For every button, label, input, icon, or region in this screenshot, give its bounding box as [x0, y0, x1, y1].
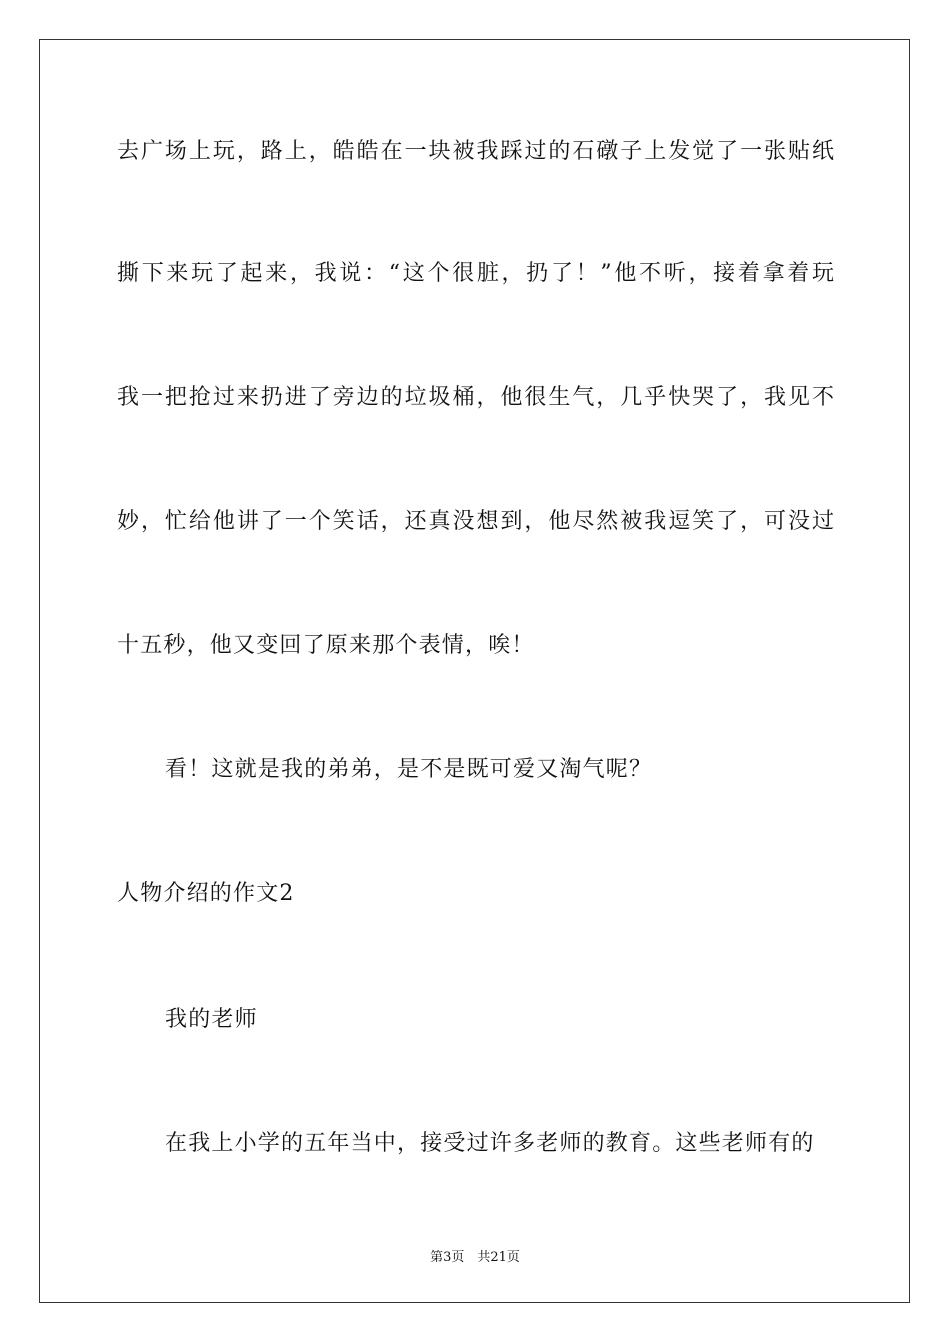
paragraph-line-7: 在我上小学的五年当中，接受过许多老师的教育。这些老师有的 [165, 1131, 815, 1156]
paragraph-line-1: 去广场上玩，路上，皓皓在一块被我踩过的石礅子上发觉了一张贴纸 [117, 139, 834, 164]
paragraph-line-6: 看！这就是我的弟弟，是不是既可爱又淘气呢？ [165, 757, 653, 782]
paragraph-line-4: 妙，忙给他讲了一个笑话，还真没想到，他尽然被我逗笑了，可没过 [117, 509, 834, 534]
paragraph-line-2: 撕下来玩了起来，我说：“这个很脏，扔了！”他不听，接着拿着玩 [117, 261, 834, 286]
paragraph-line-5: 十五秒，他又变回了原来那个表情，唉！ [117, 633, 535, 658]
page-number-footer: 第3页 共21页 [430, 1250, 520, 1265]
essay-title: 我的老师 [165, 1007, 258, 1032]
paragraph-line-3: 我一把抢过来扔进了旁边的垃圾桶，他很生气，几乎快哭了，我见不 [117, 385, 834, 410]
section-heading: 人物介绍的作文2 [117, 881, 295, 906]
page-border [39, 39, 910, 1303]
